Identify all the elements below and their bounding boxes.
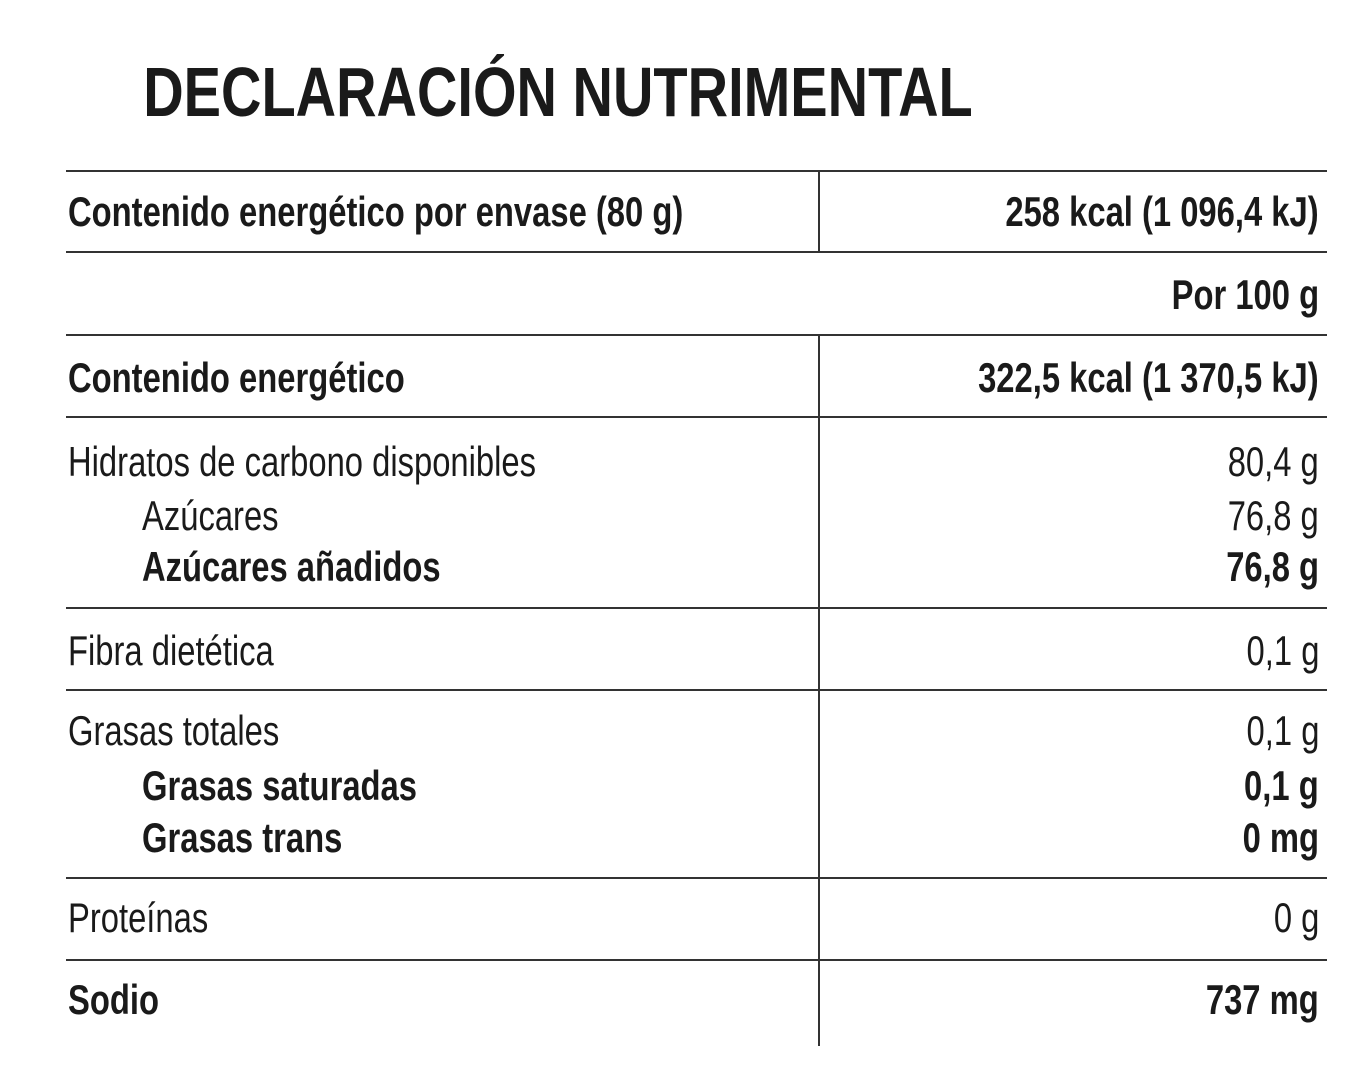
energy-content-value: 322,5 kcal (1 370,5 kJ) — [978, 354, 1319, 401]
energy-content-label: Contenido energético — [68, 354, 405, 401]
saturated-fat-value: 0,1 g — [1244, 762, 1319, 809]
energy-per-package-value: 258 kcal (1 096,4 kJ) — [1005, 188, 1319, 235]
table-rule — [66, 877, 1327, 879]
fiber-label: Fibra dietética — [68, 627, 274, 674]
table-rule — [66, 689, 1327, 691]
column-divider — [818, 334, 820, 1046]
table-rule — [66, 607, 1327, 609]
protein-value: 0 g — [1273, 894, 1319, 941]
energy-per-package-label: Contenido energético por envase (80 g) — [68, 188, 684, 235]
table-rule — [66, 959, 1327, 961]
sodium-label: Sodio — [68, 976, 159, 1023]
carbohydrates-value: 80,4 g — [1227, 438, 1319, 485]
sodium-value: 737 mg — [1206, 976, 1319, 1023]
fiber-value: 0,1 g — [1246, 627, 1319, 674]
column-divider — [818, 170, 820, 252]
page-title: DECLARACIÓN NUTRIMENTAL — [143, 53, 973, 131]
added-sugars-label: Azúcares añadidos — [142, 543, 441, 590]
trans-fat-value: 0 mg — [1242, 814, 1319, 861]
protein-label: Proteínas — [68, 894, 209, 941]
trans-fat-label: Grasas trans — [142, 814, 343, 861]
total-fat-label: Grasas totales — [68, 707, 280, 754]
saturated-fat-label: Grasas saturadas — [142, 762, 417, 809]
sugars-label: Azúcares — [142, 492, 279, 539]
added-sugars-value: 76,8 g — [1226, 543, 1319, 590]
table-rule — [66, 416, 1327, 418]
carbohydrates-label: Hidratos de carbono disponibles — [68, 438, 537, 485]
table-rule — [66, 170, 1327, 172]
per-100g-header: Por 100 g — [1171, 271, 1319, 318]
table-rule — [66, 251, 1327, 253]
table-rule — [66, 334, 1327, 336]
sugars-value: 76,8 g — [1227, 492, 1319, 539]
total-fat-value: 0,1 g — [1246, 707, 1319, 754]
